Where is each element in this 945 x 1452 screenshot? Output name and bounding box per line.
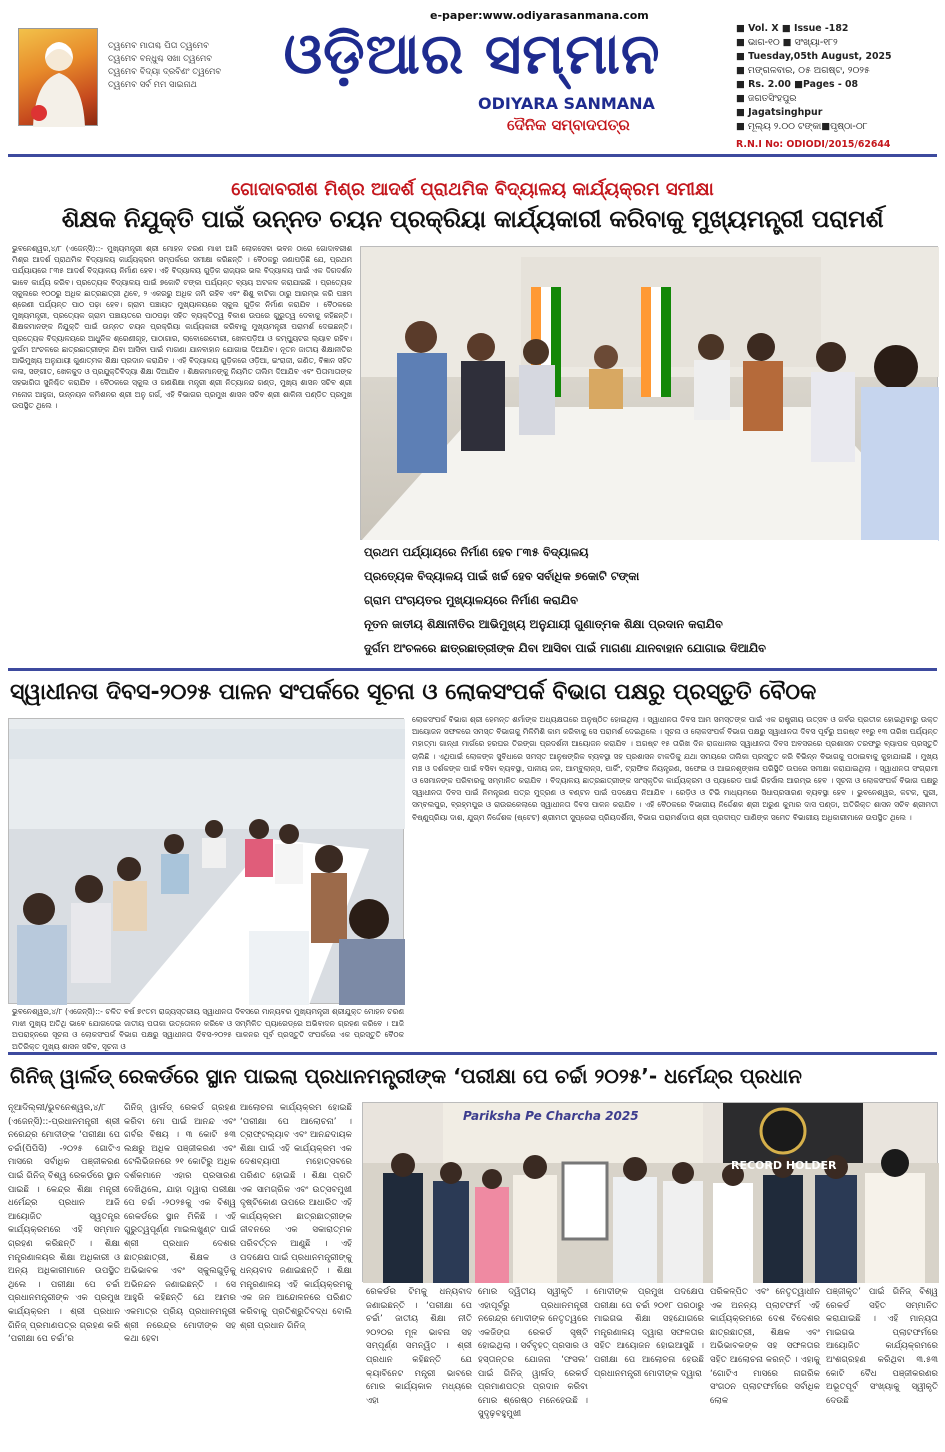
place: Jagatsinghpur xyxy=(748,107,823,118)
meeting-scene-illustration xyxy=(361,247,939,541)
story2-headline: ସ୍ୱାଧୀନତା ଦିବସ-୨୦୨୫ ପାଳନ ସଂପର୍କରେ ସୂଚନା ଓ ଲୋକସଂପର୍କ ବିଭାଗ ପକ୍ଷରୁ ପ୍ରସ୍ତୁତି ବୈଠକ xyxy=(10,680,817,705)
prayer-line: ତ୍ୱମେବ ବନ୍ଧୁଶ୍ଚ ସଖା ତ୍ୱମେବ xyxy=(108,54,213,64)
highlight-item: ପ୍ରତ୍ୟେକ ବିଦ୍ୟାଳୟ ପାଇଁ ଖର୍ଚ୍ଚ ହେବ ସର୍ବାଧିକ ୭କୋଟି ଟଙ୍କା xyxy=(364,569,640,583)
saint-portrait-icon xyxy=(19,29,99,127)
issue-number: Issue -182 xyxy=(793,23,849,34)
story1-kicker: ଗୋଦାବରୀଶ ମିଶ୍ର ଆଦର୍ଶ ପ୍ରାଥମିକ ବିଦ୍ୟାଳୟ କାର୍ଯ୍ୟକ୍ରମ ସମୀକ୍ଷା xyxy=(231,179,714,200)
story3-col1: ନୂଆଦିଲ୍ଲୀ/ଭୁବନେଶ୍ୱର,୪/୮ (ଏଜେନ୍ସି)::-ପ୍ରଧାନମନ୍ତ୍ରୀ ଶ୍ରୀ ନରେନ୍ଦ୍ର ମୋଦୀଙ୍କ ‘ପରୀକ୍ଷା ପେ ଚର୍ଚ୍ଚା(ପିପିସି) -୨୦୨୫ ଗୋଟିଏ ମାସରେ ସର୍ବାଧିକ ପଞ୍ଜୀକରଣ ପାଇଁ ଗିନିଜ୍ ବିଶ୍ୱ ରେକର୍ଡରେ ସ୍ଥାନ ପାଇଛି । କେନ୍ଦ୍ର ଶିକ୍ଷା ମନ୍ତ୍ରୀ ଧର୍ମେନ୍ଦ୍ର ପ୍ରଧାନ ଆଜି ଆୟୋଜିତ ସ୍ୱତନ୍ତ୍ର କାର୍ଯ୍ୟକ୍ରମରେ ଏହି ସମ୍ମାନ ଗ୍ରହଣ କରିଛନ୍ତି । ଶିକ୍ଷା ମନ୍ତ୍ରଣାଳୟର ଶିକ୍ଷା ଅଧିକାରୀ ଓ ଅନ୍ୟ ଅଧିକାରୀମାନେ ଉପସ୍ଥିତ ଥିଲେ । ପରୀକ୍ଷା ପେ ଚର୍ଚ୍ଚା ପ୍ରଧାନମନ୍ତ୍ରୀଙ୍କ ଏକ ପ୍ରମୁଖ କାର୍ଯ୍ୟକ୍ରମ । ଶ୍ରୀ ପ୍ରଧାନ ଗିନିଜ୍ ପ୍ରମାଣପତ୍ର ଗ୍ରହଣ କରି ‘ପରୀକ୍ଷା ପେ ଚର୍ଚ୍ଚା’ର xyxy=(8,1103,120,1345)
prayer-verse xyxy=(108,40,228,92)
issue-info xyxy=(736,22,936,134)
prayer-line: ତ୍ୱମେବ ବିଦ୍ୟା ଦ୍ରବିଣଂ ତ୍ୱମେବ xyxy=(108,67,222,77)
story1-meeting-photo xyxy=(360,246,938,540)
price-odia: ମୂଲ୍ୟ ୨.୦୦ ଟଙ୍କା■ପୃଷ୍ଠା-୦୮ xyxy=(747,121,868,132)
date: Tuesday,05th August, 2025 xyxy=(748,51,892,62)
story3-row2-d: ପରିକଳ୍ପିତ ଏବଂ ନେତୃତ୍ୱାଧୀନ ଏକ ଅନନ୍ୟ ପ୍ଲାଟଫର୍ମ ଏହି କାର୍ଯ୍ୟକ୍ରମରେ ଦେଶ ବିଦେଶର ଛାତ୍ରଛାତ୍ରୀ, ଶିକ୍ଷକ ଏବଂ ଅଭିଭାବକଙ୍କ ସହ ସଫଳତାର ସହିତ ଆଲୋଚନା କରନ୍ତି । ଏହାକୁ ‘ଗୋଟିଏ ମାସରେ ନାଗରିକ ସଂଗଠନ ପ୍ଲାଟଫର୍ମରେ ସର୍ବାଧିକ ଲୋକ xyxy=(710,1287,820,1406)
story1-body: ଭୁବନେଶ୍ୱର,୪/୮ (ଏଜେନ୍ସି)::- ମୁଖ୍ୟମନ୍ତ୍ରୀ ଶ୍ରୀ ମୋହନ ଚରଣ ମାଝୀ ଆଜି ଲୋକସେବା ଭବନ ଠାରେ ଗୋଦାବରୀଶ ମିଶ୍ର ଆଦର୍ଶ ପ୍ରାଥମିକ ବିଦ୍ୟାଳୟ କାର୍ଯ୍ୟକ୍ରମ ସମ୍ପର୍କରେ ସମୀକ୍ଷା କରିଛନ୍ତି । ବୈଠକରୁ ଜଣାପଡ଼ିଛି ଯେ, ପ୍ରଥମ ପର୍ଯ୍ୟାୟରେ ୮୩୫ ଆଦର୍ଶ ବିଦ୍ୟାଳୟ ନିର୍ମାଣ ହେବ। ଏହି ବିଦ୍ୟାଳୟ ଗୁଡ଼ିକ ରାଜ୍ୟର ଭଲ ବିଦ୍ୟାଳୟ ପାଇଁ ଏକ ଦିଗଦର୍ଶନ ଭାବେ କାର୍ଯ୍ୟ କରିବ। ପ୍ରତ୍ୟେକ ବିଦ୍ୟାଳୟ ପାଇଁ ୭କୋଟି ଟଙ୍କା ପର୍ଯ୍ୟନ୍ତ ବ୍ୟୟ ଅଟକଳ କରାଯାଇଛି । ପ୍ରତ୍ୟେକ ସ୍କୁଲରେ ୧୦୦ରୁ ଅଧିକ ଛାତ୍ରଛାତ୍ରୀ ଥିବେ, ୨ ଏକରରୁ ଅଧିକ ଜମି ରହିବ ଏବଂ ଶିଶୁ ବାଟିକା ଠାରୁ ଆରମ୍ଭ କରି ପଞ୍ଚମ ଶ୍ରେଣୀ ପର୍ଯ୍ୟନ୍ତ ପାଠ ପଢ଼ା ହେବ। ଗ୍ରାମ ପଞ୍ଚାୟତ ମୁଖ୍ୟାଳୟରେ ସ୍କୁଲ ଗୁଡ଼ିକ ନିର୍ମାଣ କରାଯିବ । ବୈଠକରେ ମୁଖ୍ୟମନ୍ତ୍ରୀ, ପ୍ରତ୍ୟେକ ଗ୍ରାମ ପଞ୍ଚାୟତରେ ପାଠପଢ଼ା ସହିତ ବ୍ୟକ୍ତିତ୍ୱ ବିକାଶ ଉପରେ ଗୁରୁତ୍ୱ ଦେବାକୁ କହିଛନ୍ତି। ଶିକ୍ଷକମାନଙ୍କ ନିଯୁକ୍ତି ପାଇଁ ଉନ୍ନତ ଚୟନ ପ୍ରକ୍ରିୟା କାର୍ଯ୍ୟକାରୀ କରିବାକୁ ମୁଖ୍ୟମନ୍ତ୍ରୀ ପରାମର୍ଶ ଦେଇଛନ୍ତି। ପ୍ରତ୍ୟେକ ବିଦ୍ୟାଳୟରେ ଆଧୁନିକ ଶ୍ରେଣୀଗୃହ, ପାଠାଗାର, ଲାବୋରେଟୋରୀ, ଖେଳପଡ଼ିଆ ଓ କମ୍ପ୍ୟୁଟର ଲ୍ୟାବ ରହିବ। ଦୁର୍ଗମ ଅଂଚଳରେ ଛାତ୍ରଛାତ୍ରୀଙ୍କ ଯିବା ଆସିବା ପାଇଁ ମାଗଣା ଯାନବାହାନ ଯୋଗାଇ ଦିଆଯିବ। ନୂତନ ଜାତୀୟ ଶିକ୍ଷାନୀତିର ଆଭିମୁଖ୍ୟ ଅନୁଯାୟୀ ଗୁଣାତ୍ମକ ଶିକ୍ଷା ପ୍ରଦାନ କରାଯିବ । ଏହି ବିଦ୍ୟାଳୟ ଗୁଡ଼ିକରେ ଓଡ଼ିଆ, ଇଂରାଜୀ, ଗଣିତ, ବିଜ୍ଞାନ ସହିତ କଳା, ସଙ୍ଗୀତ, ଖେଳକୁଦ ଓ ପ୍ରଯୁକ୍ତିବିଦ୍ୟା ଶିକ୍ଷା ଦିଆଯିବ । ଶିକ୍ଷକମାନଙ୍କୁ ନିୟମିତ ତାଲିମ ଦିଆଯିବ ଏବଂ ପିତାମାତାଙ୍କ ସହଭାଗିତା ସୁନିଶ୍ଚିତ କରାଯିବ । ବୈଠକରେ ସ୍କୁଲ ଓ ଗଣଶିକ୍ଷା ମନ୍ତ୍ରୀ ଶ୍ରୀ ନିତ୍ୟାନନ୍ଦ ଗଣ୍ଡ, ମୁଖ୍ୟ ଶାସନ ସଚିବ ଶ୍ରୀ ମନୋଜ ଆହୁଜା, ଉନ୍ନୟନ କମିଶନର ଶ୍ରୀ ଅନୁ ଗର୍ଗ, ଏହି ବିଭାଗର ପ୍ରମୁଖ ଶାସନ ସଚିବ ଶ୍ରୀ ଶାଳିନୀ ପଣ୍ଡିତ ପ୍ରମୁଖ ଉପସ୍ଥିତ ଥିଲେ । xyxy=(12,244,352,410)
story3-row2-c: ମୋଦୀଙ୍କ ପ୍ରମୁଖ ପଦକ୍ଷେପ ପରୀକ୍ଷା ପେ ଚର୍ଚ୍ଚା ୨୦୧୮ ପରଠାରୁ ମାଇଗଭ ଶିକ୍ଷା ସହଯୋଗରେ ମନ୍ତ୍ରଣାଳୟ ଦ୍ୱାରା ସଫଳତାର ସହିତ ଆୟୋଜନ ହୋଇଆସୁଛି । ପରୀକ୍ଷା ପେ ଆଲୋଚନା ହେଉଛି ପ୍ରଧାନମନ୍ତ୍ରୀ ମୋଦୀଙ୍କ ଦ୍ୱାରା xyxy=(594,1287,704,1379)
square-bullet-icon: ■ xyxy=(736,65,745,76)
volume-odia: ଭାଗ-୧୦ xyxy=(747,37,780,48)
prayer-line: ତ୍ୱମେବ ସର୍ବ ମମ ସାଇନାଥ xyxy=(108,80,197,90)
masthead xyxy=(0,0,945,160)
date-odia: ମଙ୍ଗଳବାର, ୦୫ ଅଗଷ୍ଟ, ୨୦୨୫ xyxy=(747,65,870,76)
story2-meeting-photo xyxy=(8,718,404,1004)
section-divider xyxy=(8,668,937,671)
story3-row2-a: ରେକର୍ଡର ଟିମକୁ ଧନ୍ୟବାଦ ଜଣାଇଛନ୍ତି । ‘ପରୀକ୍ଷା ପେ ଚର୍ଚ୍ଚା’ ଜାତୀୟ ଶିକ୍ଷା ନୀତି ୨୦୨୦ର ମୂଳ ଭାବନା ସହ ସମ୍ପୂର୍ଣ୍ଣ ସମନ୍ୱିତ । ଶ୍ରୀ ପ୍ରଧାନ କହିଛନ୍ତି ଯେ କ୍ୟାବିନେଟ ମନ୍ତ୍ରୀ ଭାବରେ ମୋର କାର୍ଯ୍ୟକାଳ ମଧ୍ୟରେ ଏହା xyxy=(366,1287,472,1406)
epaper-url[interactable]: e-paper:www.odiyarasanmana.com xyxy=(430,9,649,22)
prayer-line: ତ୍ୱମେବ ମାତାଶ୍ଚ ପିତା ତ୍ୱମେବ xyxy=(108,41,209,51)
story1-headline: ଶିକ୍ଷକ ନିଯୁକ୍ତି ପାଇଁ ଉନ୍ନତ ଚୟନ ପ୍ରକ୍ରିୟା କାର୍ଯ୍ୟକାରୀ କରିବାକୁ ମୁଖ୍ୟମନ୍ତ୍ରୀ ପରାମର୍ଶ xyxy=(61,205,884,233)
conference-table-illustration xyxy=(9,719,405,1005)
square-bullet-icon: ■ xyxy=(736,79,745,90)
square-bullet-icon: ■ xyxy=(736,121,745,132)
newspaper-title-odia: ଓଡ଼ିଆର ସମ୍ମାନ xyxy=(283,22,661,87)
story1-highlights xyxy=(360,540,938,662)
story3-col2: ଗିନିଜ୍ ୱାର୍ଲଡ୍ ରେକର୍ଡ ଗ୍ରହଣ କରିବା ମୋ ପାଇଁ ଆନନ୍ଦ ଏବଂ ଗର୍ବର ବିଷୟ । ୩ କୋଟି ୫୩ ଲକ୍ଷରୁ ଅଧିକ ପଞ୍ଜୀକରଣ ଏବଂ ଟେଲିଭିଜନରେ ୨୧ କୋଟିରୁ ଅଧିକ ଦର୍ଶକମାନେ ଏହାର ପ୍ରସାରଣ ଦେଖିଥିଲେ, ଯାହା ଦ୍ୱାରା ପରୀକ୍ଷା ପେ ଚର୍ଚ୍ଚା -୨୦୨୫କୁ ଏକ ବିଶ୍ୱ ରେକର୍ଡରେ ସ୍ଥାନ ମିଳିଛି । ଏହି ଗୁରୁତ୍ୱପୂର୍ଣ୍ଣ ମାଇଲଖୁଣ୍ଟ ପାଇଁ ଶ୍ରୀ ପ୍ରଧାନ ଦେଶର ଛାତ୍ରଛାତ୍ରୀ, ଶିକ୍ଷକ ଓ ଅଭିଭାବକ ଏବଂ ସ୍କୁଲଗୁଡ଼ିକୁ ଅଭିନନ୍ଦନ ଜଣାଇଛନ୍ତି । ସେ ଆହୁରି କହିଛନ୍ତି ଯେ ଆମର ଏକମାତ୍ର ପ୍ରିୟ ପ୍ରଧାନମନ୍ତ୍ରୀ ଶ୍ରୀ ନରେନ୍ଦ୍ର ମୋଦୀଙ୍କ ସହ କଥା ହେବା xyxy=(124,1103,236,1345)
square-bullet-icon: ■ xyxy=(736,107,745,118)
highlight-item: ଗ୍ରାମ ପଂଚାୟତର ମୁଖ୍ୟାଳୟରେ ନିର୍ମାଣ କରାଯିବ xyxy=(364,593,578,607)
story3-award-photo xyxy=(362,1102,938,1282)
highlight-item: ନୂତନ ଜାତୀୟ ଶିକ୍ଷାନୀତିର ଆଭିମୁଖ୍ୟ ଅନୁଯାୟୀ ଗୁଣାତ୍ମକ ଶିକ୍ଷା ପ୍ରଦାନ କରାଯିବ xyxy=(364,617,723,631)
newspaper-title-english: ODIYARA SANMANA xyxy=(478,94,655,113)
square-bullet-icon: ■ xyxy=(736,23,745,34)
issue-odia: ସଂଖ୍ୟା-୧୮୨ xyxy=(794,37,838,48)
highlight-item: ଦୁର୍ଗମ ଅଂଚଳରେ ଛାତ୍ରଛାତ୍ରୀଙ୍କ ଯିବା ଆସିବା ପାଇଁ ମାଗଣା ଯାନବାହାନ ଯୋଗାଇ ଦିଆଯିବ xyxy=(364,641,766,655)
story2-body-bottom: ଭୁବନେଶ୍ୱର,୪/୮ (ଏଜେନ୍ସି)::- ଚଳିତ ବର୍ଷ ୭୯ତମ ରାଜ୍ୟସ୍ତରୀୟ ସ୍ୱାଧୀନତା ଦିବସରେ ମାନ୍ୟବର ମୁଖ୍ୟମନ୍ତ୍ରୀ ଶ୍ରୀଯୁକ୍ତ ମୋହନ ଚରଣ ମାଝୀ ମୁଖ୍ୟ ଅତିଥି ଭାବେ ଯୋଗଦେଇ ଜାତୀୟ ପତାକା ଉତ୍ତୋଳନ କରିବେ ଓ ସମ୍ମିଳିତ ପ୍ୟାରେଡ୍‌ରେ ଅଭିବାଦନ ଗ୍ରହଣ କରିବେ । ଆଜି ଅପରାହ୍ନରେ ସୂଚନା ଓ ଲୋକସଂପର୍କ ବିଭାଗ ପକ୍ଷରୁ ସ୍ୱାଧୀନତା ଦିବସ-୨୦୨୫ ପାଳନର ପୂର୍ବ ପ୍ରସ୍ତୁତି ସଂପର୍କରେ ଏକ ପ୍ରସ୍ତୁତି ବୈଠକ ଅତିରିକ୍ତ ମୁଖ୍ୟ ଶାସନ ସଚିବ, ସୂଚନା ଓ xyxy=(12,1007,404,1051)
record-holder-text: RECORD HOLDER xyxy=(731,1159,837,1172)
story3-col3: ଆଲୋଚନା କାର୍ଯ୍ୟକ୍ରମ ହୋଇଛି ‘ପରୀକ୍ଷା ପେ ଆଲୋଚନା’ । ତ୍ରାଫ୍ଟଲ୍ୟାବ ଏବଂ ଆନନ୍ଦଦାୟକ ଶିକ୍ଷା ପାଇଁ ଏହି କାର୍ଯ୍ୟକ୍ରମ ଏକ ଦେଶବ୍ୟାପୀ ମହୋତ୍ସବରେ ପରିଣତ ହୋଇଛି । ଶିକ୍ଷା ପ୍ରତି ଏକ ସାମଗ୍ରିକ ଏବଂ ଉତ୍ସବମୁଖୀ ଦୃଷ୍ଟିକୋଣ ଉପରେ ଆଧାରିତ ଏହି କାର୍ଯ୍ୟକ୍ରମ ଛାତ୍ରଛାତ୍ରୀଙ୍କ ଜୀବନରେ ଏକ ସକାରାତ୍ମକ ପରିବର୍ତ୍ତନ ଆଣୁଛି । ଏହି ପଦକ୍ଷେପ ପାଇଁ ପ୍ରଧାନମନ୍ତ୍ରୀଙ୍କୁ ଧନ୍ୟବାଦ ଜଣାଇଛନ୍ତି । ଶିକ୍ଷା ମନ୍ତ୍ରଣାଳୟ ଏହି କାର୍ଯ୍ୟକ୍ରମକୁ ଏକ ଜନ ଆନ୍ଦୋଳନରେ ପରିଣତ କରିବାକୁ ପ୍ରତିଶ୍ରୁତିବଦ୍ଧ ବୋଲି ଶ୍ରୀ ପ୍ରଧାନ ଗିନିଜ୍ xyxy=(240,1103,352,1331)
rni-number: R.N.I No: ODIODI/2015/62644 xyxy=(736,139,891,150)
square-bullet-icon: ■ xyxy=(782,37,792,48)
place-odia: ଜଗତସିଂହପୁର xyxy=(747,93,797,104)
square-bullet-icon: ■ xyxy=(736,37,745,48)
sai-baba-image xyxy=(18,28,98,126)
square-bullet-icon: ■ xyxy=(781,23,791,34)
price-pages: Rs. 2.00 ■Pages - 08 xyxy=(748,79,859,90)
square-bullet-icon: ■ xyxy=(736,93,745,104)
masthead-divider xyxy=(8,154,937,157)
guinness-award-illustration xyxy=(363,1103,939,1283)
story3-row2-b: ମୋର ଦ୍ୱିତୀୟ ସ୍ୱୀକୃତି । ଏହାପୂର୍ବରୁ ପ୍ରଧାନମନ୍ତ୍ରୀ ନରେନ୍ଦ୍ର ମୋଦୀଙ୍କ ନେତୃତ୍ୱରେ ଏକଜିଙ୍ଗ ରେକର୍ଡ ସୃଷ୍ଟି ହୋଇଥିଲା । ସର୍ବବୃହତ୍ ପ୍ରସାର ଓ ହସ୍ତାନ୍ତର ଯୋଜନା ‘ଫସଲ’ ପାଇଁ ଗିନିଜ୍ ୱାର୍ଲଡ୍ ରେକର୍ଡ ପ୍ରମାଣପତ୍ର ପ୍ରଦାନ କରିବା ମୋର ଶ୍ରେଷ୍ଠ ମନେହେଉଛି । ସୁଦୃଢ଼ବହୁମୁଖୀ xyxy=(478,1287,588,1420)
highlight-item: ପ୍ରଥମ ପର୍ଯ୍ୟାୟରେ ନିର୍ମାଣ ହେବ ୮୩୫ ବିଦ୍ୟାଳୟ xyxy=(364,545,589,559)
volume: Vol. X xyxy=(748,23,779,34)
square-bullet-icon: ■ xyxy=(736,51,745,62)
section-divider xyxy=(8,1052,937,1055)
story3-row2-e: ପଞ୍ଜୀକୃତ’ ପାଇଁ ଗିନିଜ୍ ବିଶ୍ୱ ରେକର୍ଡ ସହିତ ସମ୍ମାନିତ କରାଯାଇଛି । ଏହି ମାନ୍ୟତା ମାଇଗଭ ପ୍ଲାଟଫର୍ମରେ ଆୟୋଜିତ କାର୍ଯ୍ୟକ୍ରମରେ ଅଂଶଗ୍ରହଣ କରିଥିବା ୩.୫୩ କୋଟି ବୈଧ ପଞ୍ଜୀକରଣର ଅଭୂତପୂର୍ବ ସଂଖ୍ୟାକୁ ସ୍ୱୀକୃତି ଦେଉଛି xyxy=(826,1287,938,1406)
story3-headline: ଗିନିଜ୍ ୱାର୍ଲଡ୍ ରେକର୍ଡରେ ସ୍ଥାନ ପାଇଲା ପ୍ରଧାନମନ୍ତ୍ରୀଙ୍କ ‘ପରୀକ୍ଷା ପେ ଚର୍ଚ୍ଚା ୨୦୨୫’- ଧର୍ମେନ୍ଦ୍ର ପ୍ରଧାନ xyxy=(10,1064,802,1088)
newspaper-tagline: ଦୈନିକ ସମ୍ବାଦପତ୍ର xyxy=(507,116,630,134)
event-banner-text: Pariksha Pe Charcha 2025 xyxy=(463,1109,639,1123)
story2-body-right: ଲୋକସଂପର୍କ ବିଭାଗ ଶ୍ରୀ ହେମନ୍ତ ଶର୍ମାଙ୍କ ଅଧ୍ୟକ୍ଷତାରେ ଅନୁଷ୍ଠିତ ହୋଇଥିଲା । ସ୍ୱାଧୀନତା ଦିବସ ଆମ ସମସ୍ତଙ୍କ ପାଇଁ ଏକ ରାଷ୍ଟ୍ରୀୟ ଉତ୍ସବ ଓ ଗର୍ବର ପ୍ରତୀକ ହୋଇଥିବାରୁ ଉକ୍ତ ଆୟୋଜନ ସଫଳରେ ସମସ୍ତ ବିଭାଗକୁ ମିଳିମିଶି କାମ କରିବାକୁ ସେ ପରାମର୍ଶ ଦେଇଥିଲେ । ସୂଚନା ଓ ଲୋକସଂପର୍କ ବିଭାଗ ପକ୍ଷରୁ ସ୍ୱାଧୀନତା ଦିବସ ପୂର୍ବରୁ ଅଗଷ୍ଟ ୧୧ରୁ ୧୩ ତାରିଖ ପର୍ଯ୍ୟନ୍ତ ମହାତ୍ମା ଗାନ୍ଧୀ ମାର୍ଗରେ ହରଘର ତିରଙ୍ଗା ପ୍ରଦର୍ଶନୀ ଆୟୋଜନ କରାଯିବ । ଅଗଷ୍ଟ ୧୫ ତାରିଖ ଦିନ ରାଜଧାନୀର ସ୍ୱାଧୀନତା ଦିବସ ଅବସରରେ ପ୍ରଶାସନ ତରଫରୁ ବ୍ୟାପକ ପ୍ରସ୍ତୁତି ଚାଲିଛି । ଏଥିପାଇଁ ଲୋକଙ୍କ ସୁବିଧାରେ ସମସ୍ତ ଆନୁଷଙ୍ଗିକ ବ୍ୟବସ୍ଥା ସହ ପ୍ରଶାସନ ଟାକଡିକୁ ଯଥା ସମୟରେ ତାଲିକା ପ୍ରସ୍ତୁତ କରି ବିଭିନ୍ନ ବିଭାଗକୁ ପଠାଇବାକୁ କୁହାଯାଇଛି । ମୁଖ୍ୟ ମଞ୍ଚ ଓ ଦର୍ଶକଙ୍କ ପାଇଁ ବସିବା ବ୍ୟବସ୍ଥା, ପାନୀୟ ଜଳ, ଆମ୍ବୁଲାନ୍ସ, ପାର୍କିଂ, ଟ୍ରାଫିକ ନିୟନ୍ତ୍ରଣ, ସଫେଇ ଓ ଆଇନଶୃଙ୍ଖଳା ପରିସ୍ଥିତି ଉପରେ ସମୀକ୍ଷା କରାଯାଇଥିଲା । ସ୍ୱାଧୀନତା ସଂଗ୍ରାମୀ ଓ ସେମାନଙ୍କ ପରିବାରକୁ ସମ୍ମାନିତ କରାଯିବ । ବିଦ୍ୟାଳୟ ଛାତ୍ରଛାତ୍ରୀଙ୍କ ସାଂସ୍କୃତିକ କାର୍ଯ୍ୟକ୍ରମ ଓ ପ୍ୟାରେଡ ପାଇଁ ରିହର୍ସାଲ ଆରମ୍ଭ ହେବ । ସୂଚନା ଓ ଲୋକସଂପର୍କ ବିଭାଗ ପକ୍ଷରୁ ସ୍ୱାଧୀନତା ଦିବସ ପାଇଁ ନିମନ୍ତ୍ରଣ ପତ୍ର ମୁଦ୍ରଣ ଓ ବଣ୍ଟନ ପାଇଁ ପଦକ୍ଷେପ ନିଆଯିବ । ରେଡ଼ିଓ ଓ ଟିଭି ମାଧ୍ୟମରେ ସିଧାପ୍ରସାରଣ ବ୍ୟବସ୍ଥା ହେବ । ଭୁବନେଶ୍ୱର, କଟକ, ପୁରୀ, ସମ୍ବଲପୁର, ବ୍ରହ୍ମପୁର ଓ ରାଉରକେଲାରେ ସ୍ୱାଧୀନତା ଦିବସ ପାଳନ କରାଯିବ । ଏହି ବୈଠକରେ ବିଭାଗୀୟ ନିର୍ଦ୍ଦେଶକ ଶ୍ରୀ ଅରୁଣ କୁମାର ଦାସ ପଣ୍ଡା, ଅତିରିକ୍ତ ଶାସନ ସଚିବ ଶ୍ରୀମତୀ ବିଷ୍ଣୁପ୍ରିୟା ଦାଶ, ଯୁଗ୍ମ ନିର୍ଦ୍ଦେଶକ (ଷ୍ଟେଟ) ଶ୍ରୀମତୀ ସୁପ୍ରେରା ପ୍ରିୟଦର୍ଶିନୀ, ବିଭାଗ ପରାମର୍ଶଦାତା ଶ୍ରୀ ପ୍ରଦୀପ୍ତ ପାଣିଙ୍କ ସମେତ ବିଭାଗୀୟ ଅଧିକାରୀମାନେ ଉପସ୍ଥିତ ଥିଲେ । xyxy=(412,715,938,822)
